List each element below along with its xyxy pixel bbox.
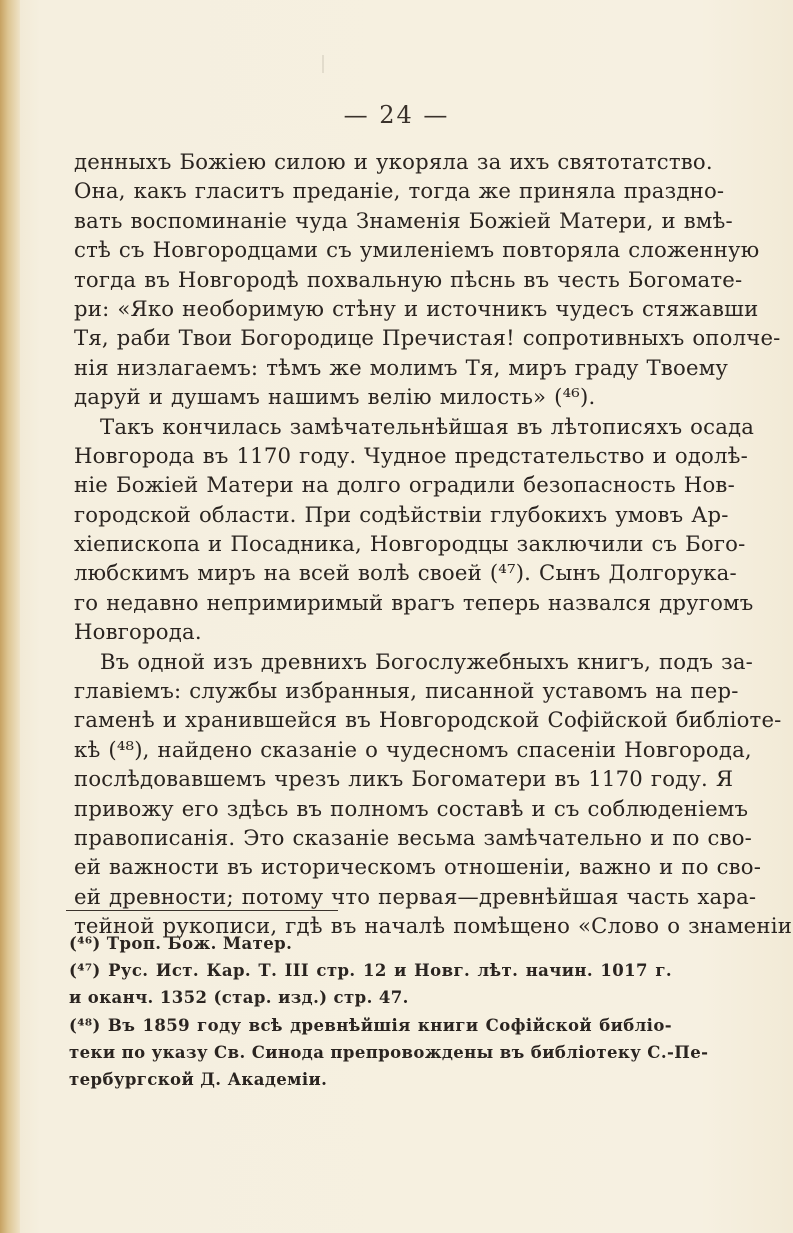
text-line: Тя, раби Твои Богородице Пречистая! сопротивныхъ ополче- <box>74 325 781 351</box>
footnote-line: (⁴⁶) Троп. Бож. Матер. <box>69 934 293 953</box>
text-line: Она, какъ гласитъ преданіе, тогда же приняла праздно- <box>74 178 725 204</box>
text-line: тейной рукописи, гдѣ въ началѣ помѣщено «Слово о знаменіи <box>74 913 793 939</box>
text-line: ри: «Яко необоримую стѣну и источникъ чудесъ стяжавши <box>74 295 759 321</box>
main-text-block <box>74 147 793 941</box>
paragraph-end-line: даруй и душамъ нашимъ велію милость» (⁴⁶). <box>74 384 596 410</box>
text-line: привожу его здѣсь въ полномъ составѣ и съ соблюденіемъ <box>74 795 749 821</box>
paragraph-end-line: Новгорода. <box>74 619 202 645</box>
text-line: денныхъ Божіею силою и укоряла за ихъ святотатство. <box>74 149 713 174</box>
paper-mark <box>322 55 324 73</box>
text-line: хіепископа и Посадника, Новгородцы заключили съ Бого- <box>74 531 746 557</box>
text-line: тогда въ Новгородѣ похвальную пѣснь въ честь Богомате- <box>74 266 743 292</box>
text-line: вать воспоминаніе чуда Знаменія Божіей Матери, и вмѣ- <box>74 207 733 233</box>
text-line: главіемъ: службы избранныя, писанной уставомъ на пер- <box>74 678 739 704</box>
text-line: кѣ (⁴⁸), найдено сказаніе о чудесномъ спасеніи Новгорода, <box>74 736 752 762</box>
text-line: гаменѣ и хранившейся въ Новгородской Софійской библіоте- <box>74 707 782 733</box>
text-line: послѣдовавшемъ чрезъ ликъ Богоматери въ 1170 году. Я <box>74 766 734 792</box>
footnote-line: и оканч. 1352 (стар. изд.) стр. 47. <box>69 988 409 1008</box>
footnote-line: (⁴⁷) Рус. Ист. Кар. Т. III стр. 12 и Новг. лѣт. начин. 1017 г. <box>69 961 672 981</box>
text-line: Новгорода въ 1170 году. Чудное предстательство и одолѣ- <box>74 442 748 468</box>
text-line: ей важности въ историческомъ отношеніи, важно и по сво- <box>74 854 762 880</box>
footnote-line: теки по указу Св. Синода препровождены въ библіотеку С.-Пе- <box>69 1042 709 1062</box>
footnote-line: тербургской Д. Академіи. <box>69 1069 328 1089</box>
text-line: стѣ съ Новгородцами съ умиленіемъ повторяла сложенную <box>74 237 760 263</box>
paragraph-first-line: Такъ кончилась замѣчательнѣйшая въ лѣтописяхъ осада <box>100 413 755 439</box>
text-line: любскимъ миръ на всей волѣ своей (⁴⁷). Сынъ Долгорука- <box>74 560 737 586</box>
page-number: — 24 — <box>343 101 450 129</box>
page-binding-edge <box>0 0 20 1233</box>
text-line: ей древности; потому что первая—древнѣйшая часть хара- <box>74 883 757 909</box>
text-line: нія низлагаемъ: тѣмъ же молимъ Тя, миръ граду Твоему <box>74 354 729 380</box>
text-line: го недавно непримиримый врагъ теперь назвался другомъ <box>74 589 754 615</box>
text-line: ніе Божіей Матери на долго оградили безопасность Нов- <box>74 472 735 498</box>
text-line: правописанія. Это сказаніе весьма замѣчательно и по сво- <box>74 824 753 850</box>
footnote-line: (⁴⁸) Въ 1859 году всѣ древнѣйшія книги Софійской библіо- <box>69 1015 672 1035</box>
text-line: городской области. При содѣйствіи глубокихъ умовъ Ар- <box>74 501 729 527</box>
footnotes-block <box>69 930 709 1093</box>
footnote-divider <box>66 910 338 911</box>
paragraph-first-line: Въ одной изъ древнихъ Богослужебныхъ книгъ, подъ за- <box>100 648 754 674</box>
